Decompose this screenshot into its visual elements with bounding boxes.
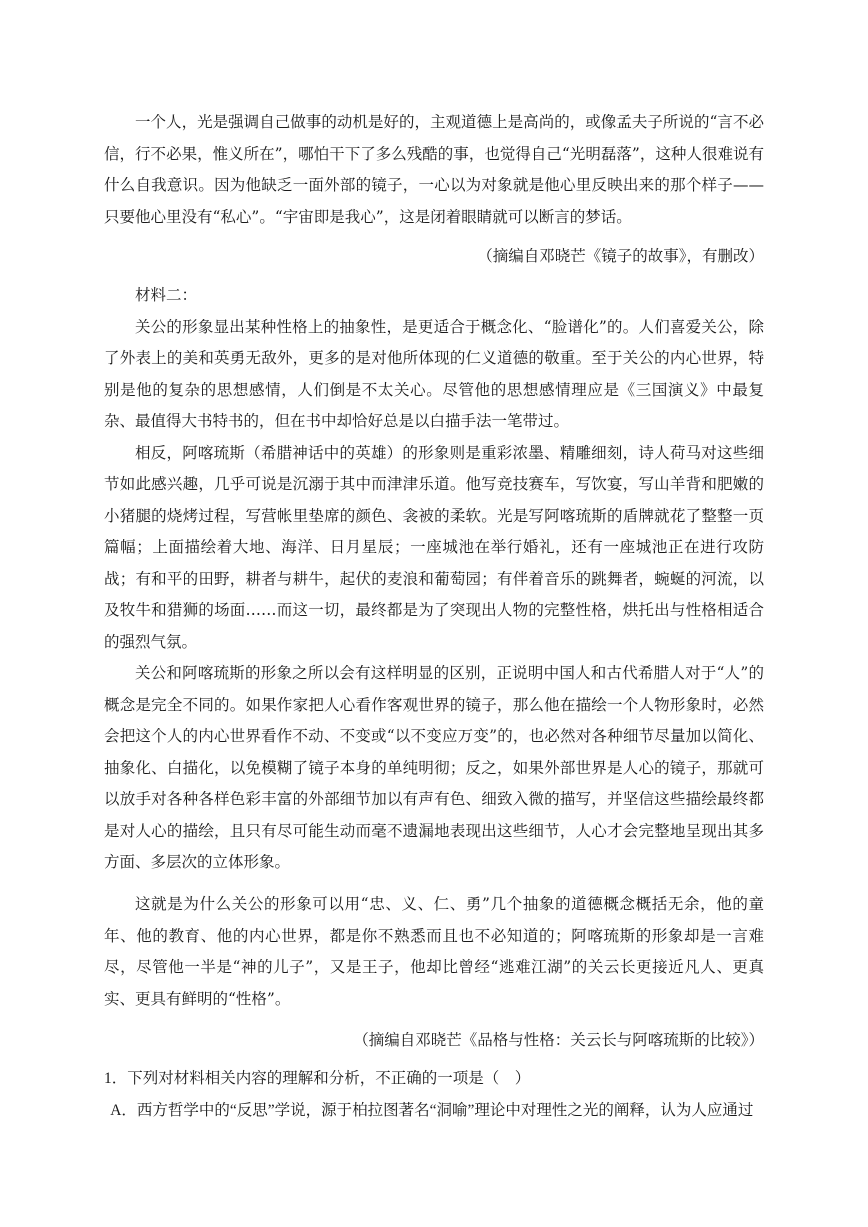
material2-last-paragraph-block bbox=[104, 889, 764, 1015]
material2-section bbox=[104, 280, 764, 879]
material1-continuation bbox=[104, 107, 764, 233]
question-number: 1． bbox=[104, 1070, 128, 1087]
material2-source-block bbox=[104, 1025, 764, 1057]
question-stem bbox=[104, 1063, 764, 1095]
material1-paragraph: 一个人，光是强调自己做事的动机是好的，主观道德上是高尚的，或像孟夫子所说的“言不必信，行不必果，惟义所在”，哪怕干下了多么残酷的事，也觉得自己“光明磊落”，这种人很难说有什么自我意识。因为他缺乏一面外部的镜子，一心以为对象就是他心里反映出来的那个样子——只要他心里没有“私心”。“宇宙即是我心”，这是闭着眼睛就可以断言的梦话。 bbox=[104, 113, 764, 226]
question-1 bbox=[104, 1063, 764, 1126]
option-a bbox=[104, 1095, 764, 1127]
material2-paragraph-4: 这就是为什么关公的形象可以用“忠、义、仁、勇”几个抽象的道德概念概括无余，他的童年、他的教育、他的内心世界，都是你不熟悉而且也不必知道的；阿喀琉斯的形象却是一言难尽，尽管他一半是“神的儿子”，又是王子，他却比曾经“逃难江湖”的关云长更接近凡人、更真实、更具有鲜明的“性格”。 bbox=[104, 895, 764, 1008]
option-a-letter: A． bbox=[110, 1101, 137, 1119]
material1-source-block bbox=[104, 241, 764, 273]
material2-paragraph-1: 关公的形象显出某种性格上的抽象性，是更适合于概念化、“脸谱化”的。人们喜爱关公，除了外表上的美和英勇无敌外，更多的是对他所体现的仁义道德的敬重。至于关公的内心世界，特别是他的复杂的思想感情，人们倒是不太关心。尽管他的思想感情理应是《三国演义》中最复杂、最值得大书特书的，但在书中却恰好总是以白描手法一笔带过。 bbox=[104, 317, 764, 430]
material2-source: （摘编自邓晓芒《品格与性格：关云长与阿喀琉斯的比较》） bbox=[353, 1031, 764, 1049]
material2-paragraph-3: 关公和阿喀琉斯的形象之所以会有这样明显的区别，正说明中国人和古代希腊人对于“人”的概念是完全不同的。如果作家把人心看作客观世界的镜子，那么他在描绘一个人物形象时，必然会把这个人的内心世界看作不动、不变或“以不变应万变”的，也必然对各种细节尽量加以简化、抽象化、白描化，以免模糊了镜子本身的单纯明彻；反之，如果外部世界是人心的镜子，那就可以放手对各种各样色彩丰富的外部细节加以有声有色、细致入微的描写，并坚信这些描绘最终都是对人心的描绘，且只有尽可能生动而毫不遗漏地表现出这些细节，人心才会完整地呈现出其多方面、多层次的立体形象。 bbox=[104, 664, 764, 871]
material2-paragraph-2: 相反，阿喀琉斯（希腊神话中的英雄）的形象则是重彩浓墨、精雕细刻，诗人荷马对这些细节如此感兴趣，几乎可说是沉溺于其中而津津乐道。他写竞技赛车，写饮宴，写山羊背和肥嫩的小猪腿的烧烤过程，写营帐里垫席的颜色、衾被的柔软。光是写阿喀琉斯的盾牌就花了整整一页篇幅；上面描绘着大地、海洋、日月星辰；一座城池在举行婚礼，还有一座城池正在进行攻防战；有和平的田野，耕者与耕牛，起伏的麦浪和葡萄园；有伴着音乐的跳舞者，蜿蜒的河流，以及牧牛和猎狮的场面……而这一切，最终都是为了突现出人物的完整性格，烘托出与性格相适合的强烈气氛。 bbox=[104, 443, 764, 651]
option-a-text: 西方哲学中的“反思”学说，源于柏拉图著名“洞喻”理论中对理性之光的阐释，认为人应通过 bbox=[136, 1101, 754, 1119]
question-text: 下列对材料相关内容的理解和分析，不正确的一项是（ ） bbox=[127, 1070, 531, 1087]
material1-source: （摘编自邓晓芒《镜子的故事》，有删改） bbox=[477, 247, 764, 265]
material2-label: 材料二： bbox=[135, 286, 198, 304]
